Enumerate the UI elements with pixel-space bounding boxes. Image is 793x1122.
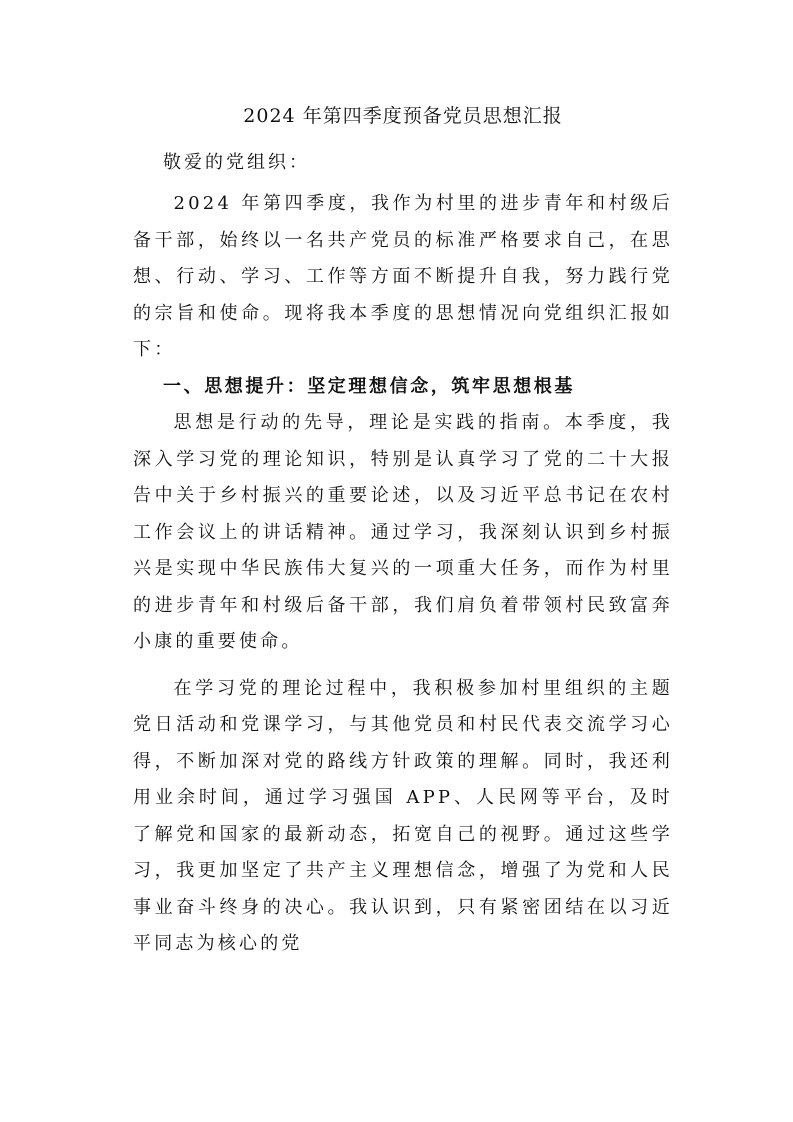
document-title: 2024 年第四季度预备党员思想汇报 [243,105,563,127]
intro-paragraph: 2024 年第四季度，我作为村里的进步青年和村级后备干部，始终以一名共产党员的标准严格要求自己，在思想、行动、学习、工作等方面不断提升自我，努力践行党的宗旨和使命。现将我本季度的思想情况向党组织汇报如下： [133,193,673,360]
section-heading: 一、思想提升：坚定理想信念，筑牢思想根基 [163,375,575,397]
salutation: 敬爱的党组织： [163,152,310,173]
document-body [133,102,673,963]
body-paragraph: 在学习党的理论过程中，我积极参加村里组织的主题党日活动和党课学习，与其他党员和村民代表交流学习心得，不断加深对党的路线方针政策的理解。同时，我还利用业余时间，通过学习强国 APP、人民网等平台，及时了解党和国家的最新动态，拓宽自己的视野。通过这些学习，我更加坚定了共产主义理想信念，增强了为党和人民事业奋斗终身的决心。我认识到，只有紧密团结在以习近平同志为核心的党 [133,677,673,954]
body-paragraph: 思想是行动的先导，理论是实践的指南。本季度，我深入学习党的理论知识，特别是认真学习了党的二十大报告中关于乡村振兴的重要论述，以及习近平总书记在农村工作会议上的讲话精神。通过学习，我深刻认识到乡村振兴是实现中华民族伟大复兴的一项重大任务，而作为村里的进步青年和村级后备干部，我们肩负着带领村民致富奔小康的重要使命。 [133,412,673,652]
